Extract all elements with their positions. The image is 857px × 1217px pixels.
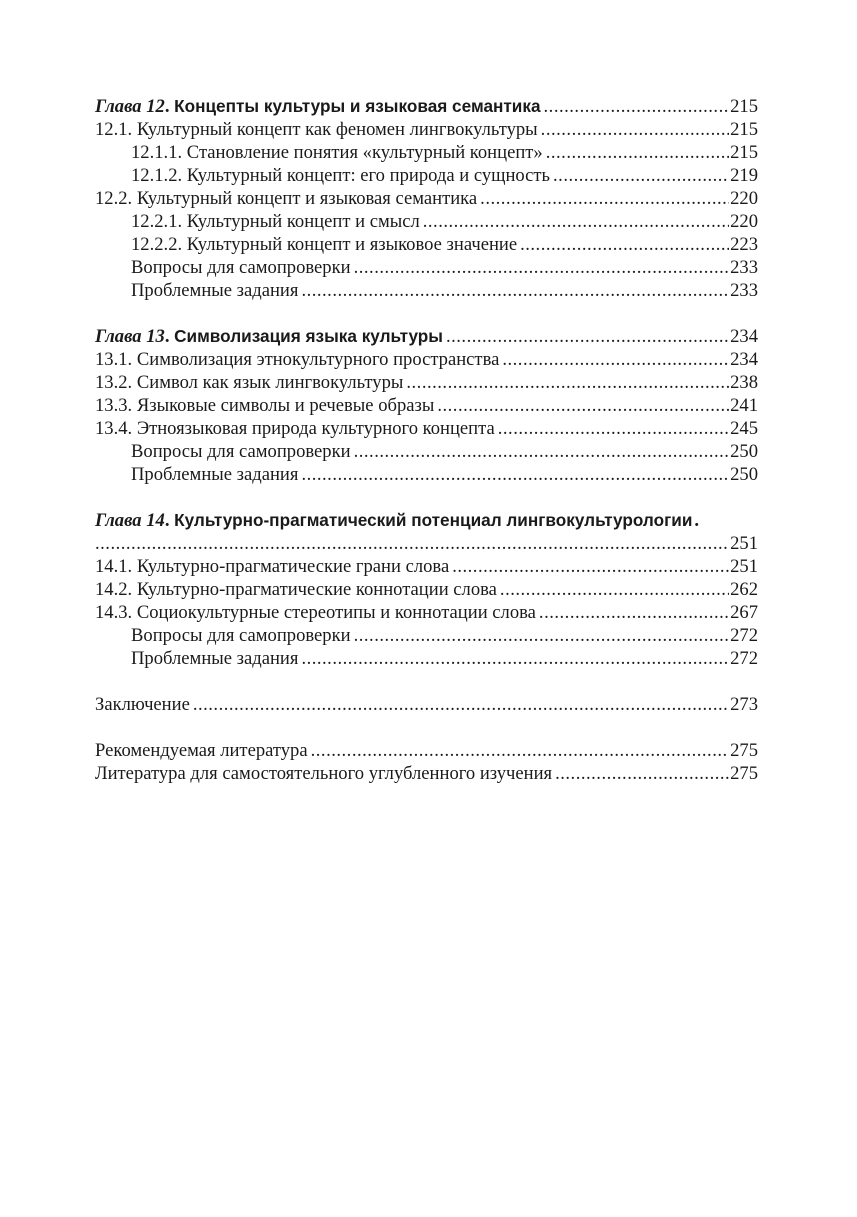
page-number: 262 bbox=[730, 579, 758, 600]
leader-dots bbox=[301, 463, 729, 486]
entry-title: Заключение bbox=[95, 694, 190, 715]
leader-dots bbox=[311, 739, 729, 762]
entry-title: Рекомендуемая литература bbox=[95, 740, 308, 761]
leader-dots bbox=[301, 647, 729, 670]
leader-dots bbox=[500, 578, 729, 601]
page-number: 272 bbox=[730, 625, 758, 646]
page-number: 233 bbox=[730, 257, 758, 278]
toc-entry[interactable] bbox=[95, 256, 758, 279]
entry-title: 12.2.2. Культурный концепт и языковое значение bbox=[131, 234, 518, 255]
toc-entry[interactable] bbox=[95, 371, 758, 394]
entry-title: Вопросы для самопроверки bbox=[131, 257, 351, 278]
page-number: 234 bbox=[730, 349, 758, 370]
entry-title: 14.2. Культурно-прагматические коннотации слова bbox=[95, 579, 497, 600]
toc-entry[interactable] bbox=[95, 624, 758, 647]
toc-entry[interactable] bbox=[95, 647, 758, 670]
leader-dots bbox=[301, 279, 729, 302]
page-number: 219 bbox=[730, 165, 758, 186]
toc-entry[interactable] bbox=[95, 440, 758, 463]
leader-dots bbox=[354, 624, 730, 647]
leader-dots bbox=[406, 371, 729, 394]
page-number: 251 bbox=[730, 556, 758, 577]
leader-dots bbox=[193, 693, 729, 716]
leader-dots bbox=[354, 256, 730, 279]
toc-entry[interactable] bbox=[95, 233, 758, 256]
page-number: 275 bbox=[730, 740, 758, 761]
page-number: 267 bbox=[730, 602, 758, 623]
toc-chapter-12[interactable]: Глава 12. Концепты культуры и языковая семантика ..... 215 bbox=[95, 95, 758, 118]
entry-title: Проблемные задания bbox=[131, 464, 299, 485]
toc-entry[interactable] bbox=[95, 348, 758, 371]
leader-dots: . bbox=[694, 510, 700, 531]
chapter-label: Глава 12 bbox=[95, 96, 165, 117]
entry-title: 14.1. Культурно-прагматические грани слова bbox=[95, 556, 450, 577]
toc-chapter-13[interactable]: Глава 13. Символизация языка культуры ..... 234 bbox=[95, 325, 758, 348]
toc-entry[interactable] bbox=[95, 555, 758, 578]
entry-title: 13.1. Символизация этнокультурного пространства bbox=[95, 349, 500, 370]
page-number: 233 bbox=[730, 280, 758, 301]
entry-title: Вопросы для самопроверки bbox=[131, 625, 351, 646]
entry-title: 12.1. Культурный концепт как феномен лингвокультуры bbox=[95, 119, 538, 140]
leader-dots bbox=[555, 762, 729, 785]
leader-dots bbox=[520, 233, 729, 256]
toc-entry[interactable] bbox=[95, 463, 758, 486]
leader-dots bbox=[498, 417, 729, 440]
spacer bbox=[95, 302, 758, 325]
entry-title: Проблемные задания bbox=[131, 648, 299, 669]
leader-dots bbox=[437, 394, 729, 417]
entry-title: 12.1.1. Становление понятия «культурный концепт» bbox=[131, 142, 543, 163]
toc-conclusion[interactable] bbox=[95, 693, 758, 716]
entry-title: 13.2. Символ как язык лингвокультуры bbox=[95, 372, 404, 393]
page-number: 250 bbox=[730, 441, 758, 462]
toc-entry[interactable] bbox=[95, 601, 758, 624]
toc-entry[interactable] bbox=[95, 417, 758, 440]
leader-dots bbox=[553, 164, 729, 187]
entry-title: Проблемные задания bbox=[131, 280, 299, 301]
chapter-label: Глава 14 bbox=[95, 510, 165, 531]
entry-title: 12.1.2. Культурный концепт: его природа и сущность bbox=[131, 165, 551, 186]
entry-title: 13.4. Этноязыковая природа культурного концепта bbox=[95, 418, 495, 439]
toc-entry[interactable] bbox=[95, 187, 758, 210]
spacer bbox=[95, 716, 758, 739]
toc-entry[interactable] bbox=[95, 279, 758, 302]
entry-title: 13.3. Языковые символы и речевые образы bbox=[95, 395, 435, 416]
page-number: 272 bbox=[730, 648, 758, 669]
leader-dots bbox=[502, 348, 729, 371]
page-number: 251 bbox=[730, 533, 758, 554]
chapter-name: Символизация языка культуры bbox=[174, 326, 443, 346]
toc-chapter-14-continuation[interactable] bbox=[95, 532, 758, 555]
leader-dots bbox=[544, 95, 730, 118]
page-number: 238 bbox=[730, 372, 758, 393]
toc-entry[interactable] bbox=[95, 394, 758, 417]
page-number: 220 bbox=[730, 211, 758, 232]
entry-title: 14.3. Социокультурные стереотипы и коннотации слова bbox=[95, 602, 536, 623]
page-number: 234 bbox=[730, 326, 758, 347]
spacer bbox=[95, 486, 758, 509]
toc-entry[interactable] bbox=[95, 164, 758, 187]
toc-entry[interactable] bbox=[95, 141, 758, 164]
chapter-name: Концепты культуры и языковая семантика bbox=[174, 96, 541, 116]
toc-literature-advanced[interactable] bbox=[95, 762, 758, 785]
chapter-label: Глава 13 bbox=[95, 326, 165, 347]
page-number: 275 bbox=[730, 763, 758, 784]
page-number: 273 bbox=[730, 694, 758, 715]
toc-literature-recommended[interactable] bbox=[95, 739, 758, 762]
page-number: 250 bbox=[730, 464, 758, 485]
entry-title: Вопросы для самопроверки bbox=[131, 441, 351, 462]
leader-dots bbox=[452, 555, 729, 578]
toc-entry[interactable] bbox=[95, 578, 758, 601]
page-number: 223 bbox=[730, 234, 758, 255]
spacer bbox=[95, 670, 758, 693]
page-number: 215 bbox=[730, 119, 758, 140]
leader-dots bbox=[354, 440, 730, 463]
page-number: 245 bbox=[730, 418, 758, 439]
entry-title: 12.2. Культурный концепт и языковая семантика bbox=[95, 188, 478, 209]
leader-dots bbox=[541, 118, 729, 141]
leader-dots bbox=[546, 141, 729, 164]
leader-dots bbox=[95, 532, 729, 555]
toc-entry[interactable] bbox=[95, 210, 758, 233]
leader-dots bbox=[446, 325, 729, 348]
table-of-contents bbox=[95, 95, 758, 785]
leader-dots bbox=[423, 210, 729, 233]
toc-entry[interactable] bbox=[95, 118, 758, 141]
page-number: 215 bbox=[730, 96, 758, 117]
page-number: 241 bbox=[730, 395, 758, 416]
leader-dots bbox=[539, 601, 729, 624]
leader-dots bbox=[480, 187, 729, 210]
toc-chapter-14[interactable]: Глава 14. Культурно-прагматический потенциал лингвокультурологии . bbox=[95, 510, 700, 531]
entry-title: Литература для самостоятельного углубленного изучения bbox=[95, 763, 553, 784]
page-number: 220 bbox=[730, 188, 758, 209]
entry-title: 12.2.1. Культурный концепт и смысл bbox=[131, 211, 420, 232]
page-number: 215 bbox=[730, 142, 758, 163]
chapter-name: Культурно-прагматический потенциал лингвокультурологии bbox=[174, 510, 693, 530]
